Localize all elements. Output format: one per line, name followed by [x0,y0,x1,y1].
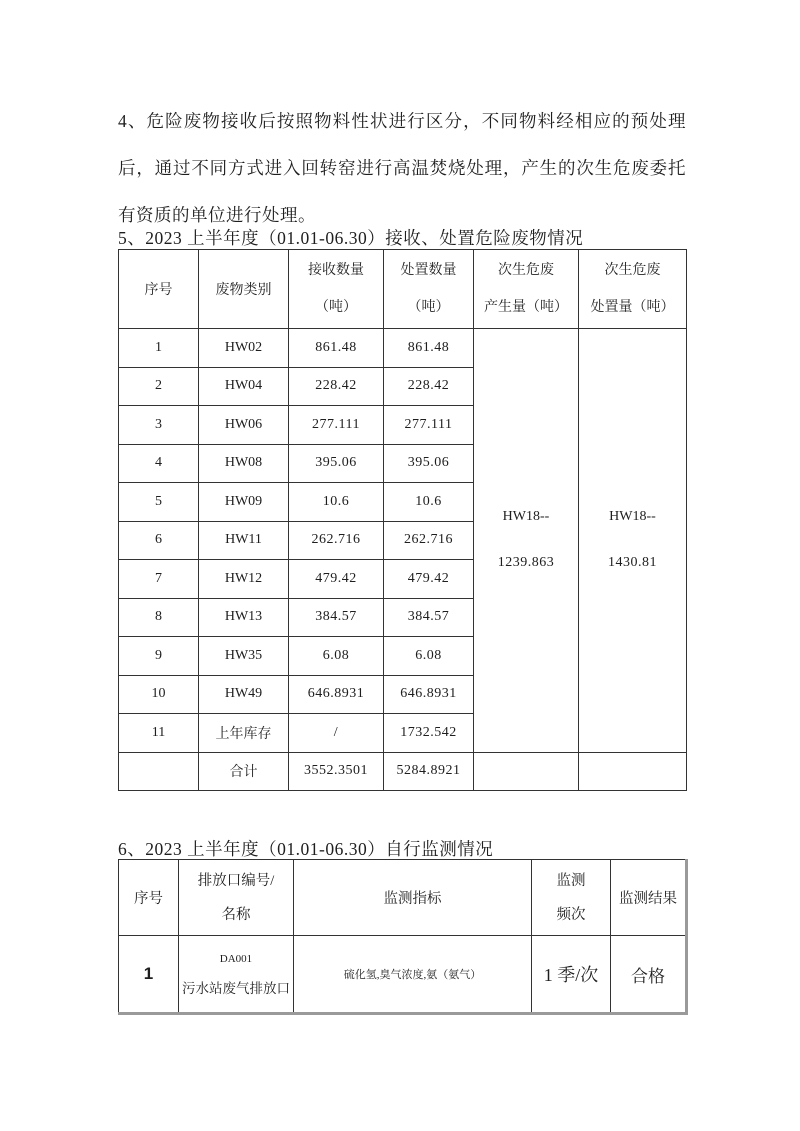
cell-secondary-disposed [579,329,687,753]
cell-received: 10.6 [289,483,384,522]
waste-table-body [119,329,687,791]
monitor-col-frequency [532,860,611,936]
total-label: 合计 [199,752,289,791]
cell-received: 262.716 [289,521,384,560]
waste-col-secondary-disposed [579,250,687,329]
cell-received: 646.8931 [289,675,384,714]
table-row [119,329,687,368]
waste-col-received-line1: 接收数量 [308,263,364,278]
cell-category: HW49 [199,675,289,714]
monitoring-header-row [119,860,687,936]
cell-disposed: 384.57 [384,598,474,637]
secondary-generated-code: HW18-- [502,509,550,525]
cell-disposed: 262.716 [384,521,474,560]
secondary-disposed-amount: 1430.81 [608,555,657,571]
monitor-col-no: 序号 [119,860,179,936]
monitor-col-outlet-line1: 排放口编号/ [197,872,275,889]
monitor-col-frequency-line2: 频次 [556,906,586,923]
cell-received: / [289,714,384,753]
waste-col-secondary-generated [474,250,579,329]
monitor-col-outlet [179,860,294,936]
cell-serial: 9 [119,637,199,676]
waste-col-secondary-generated-line2: 产生量（吨） [484,300,568,315]
outlet-code: DA001 [219,953,253,965]
waste-col-secondary-generated-line1: 次生危废 [498,263,554,278]
waste-col-category: 废物类别 [199,250,289,329]
cell-received: 6.08 [289,637,384,676]
waste-table [118,249,687,791]
cell-category: HW35 [199,637,289,676]
paragraph-4: 4、危险废物接收后按照物料性状进行区分，不同物料经相应的预处理后，通过不同方式进入回转窑进行高温焚烧处理，产生的次生危废委托有资质的单位进行处理。 [118,111,686,225]
cell-serial: 3 [119,406,199,445]
total-secondary-generated-empty [474,752,579,791]
total-received: 3552.3501 [289,752,384,791]
cell-serial: 6 [119,521,199,560]
outlet-name: 污水站废气排放口 [182,981,290,996]
cell-disposed: 1732.542 [384,714,474,753]
cell-serial: 11 [119,714,199,753]
waste-col-disposed [384,250,474,329]
cell-received: 395.06 [289,444,384,483]
monitor-col-frequency-line1: 监测 [556,872,586,889]
waste-total-row [119,752,687,791]
waste-col-disposed-line1: 处置数量 [400,263,457,278]
cell-disposed: 228.42 [384,367,474,406]
cell-received: 861.48 [289,329,384,368]
cell-category: HW04 [199,367,289,406]
section-6-title: 6、2023 上半年度（01.01-06.30）自行监测情况 [118,839,494,859]
cell-serial: 1 [119,329,199,368]
document-content [118,0,686,1015]
secondary-disposed-code: HW18-- [609,509,656,525]
cell-category: HW02 [199,329,289,368]
cell-indicators: 硫化氢,臭气浓度,氨（氨气） [294,936,532,1014]
monitor-col-outlet-line2: 名称 [221,906,251,923]
waste-col-secondary-disposed-line1: 次生危废 [604,263,661,278]
cell-received: 228.42 [289,367,384,406]
cell-serial: 4 [119,444,199,483]
cell-received: 479.42 [289,560,384,599]
monitoring-table-header [119,860,687,936]
waste-col-received-line2: （吨） [315,300,357,315]
cell-disposed: 861.48 [384,329,474,368]
waste-col-no: 序号 [119,250,199,329]
cell-disposed: 277.111 [384,406,474,445]
section-5-title: 5、2023 上半年度（01.01-06.30）接收、处置危险废物情况 [118,228,584,248]
cell-disposed: 6.08 [384,637,474,676]
cell-serial: 10 [119,675,199,714]
waste-header-row [119,250,687,329]
cell-disposed: 646.8931 [384,675,474,714]
cell-frequency: 1 季/次 [532,936,611,1014]
cell-category: HW13 [199,598,289,637]
monitoring-table-body [119,936,687,1014]
cell-category: HW09 [199,483,289,522]
cell-category: 上年库存 [199,714,289,753]
waste-col-disposed-line2: （吨） [407,300,450,315]
cell-category: HW06 [199,406,289,445]
cell-outlet [179,936,294,1014]
monitoring-table [118,859,688,1015]
cell-category: HW12 [199,560,289,599]
cell-disposed: 10.6 [384,483,474,522]
table-row [119,936,687,1014]
cell-disposed: 479.42 [384,560,474,599]
cell-result: 合格 [611,936,687,1014]
cell-received: 277.111 [289,406,384,445]
cell-serial: 7 [119,560,199,599]
monitor-col-result: 监测结果 [611,860,687,936]
waste-col-secondary-disposed-line2: 处置量（吨） [590,300,675,315]
waste-table-header [119,250,687,329]
total-secondary-disposed-empty [579,752,687,791]
secondary-generated-amount: 1239.863 [497,555,555,571]
waste-col-received [289,250,384,329]
cell-serial: 8 [119,598,199,637]
cell-category: HW08 [199,444,289,483]
cell-category: HW11 [199,521,289,560]
cell-disposed: 395.06 [384,444,474,483]
cell-secondary-generated [474,329,579,753]
cell-serial: 2 [119,367,199,406]
cell-received: 384.57 [289,598,384,637]
total-disposed: 5284.8921 [384,752,474,791]
cell-serial: 5 [119,483,199,522]
cell-serial: 1 [119,936,179,1014]
total-serial-empty [119,752,199,791]
monitor-col-indicators: 监测指标 [294,860,532,936]
